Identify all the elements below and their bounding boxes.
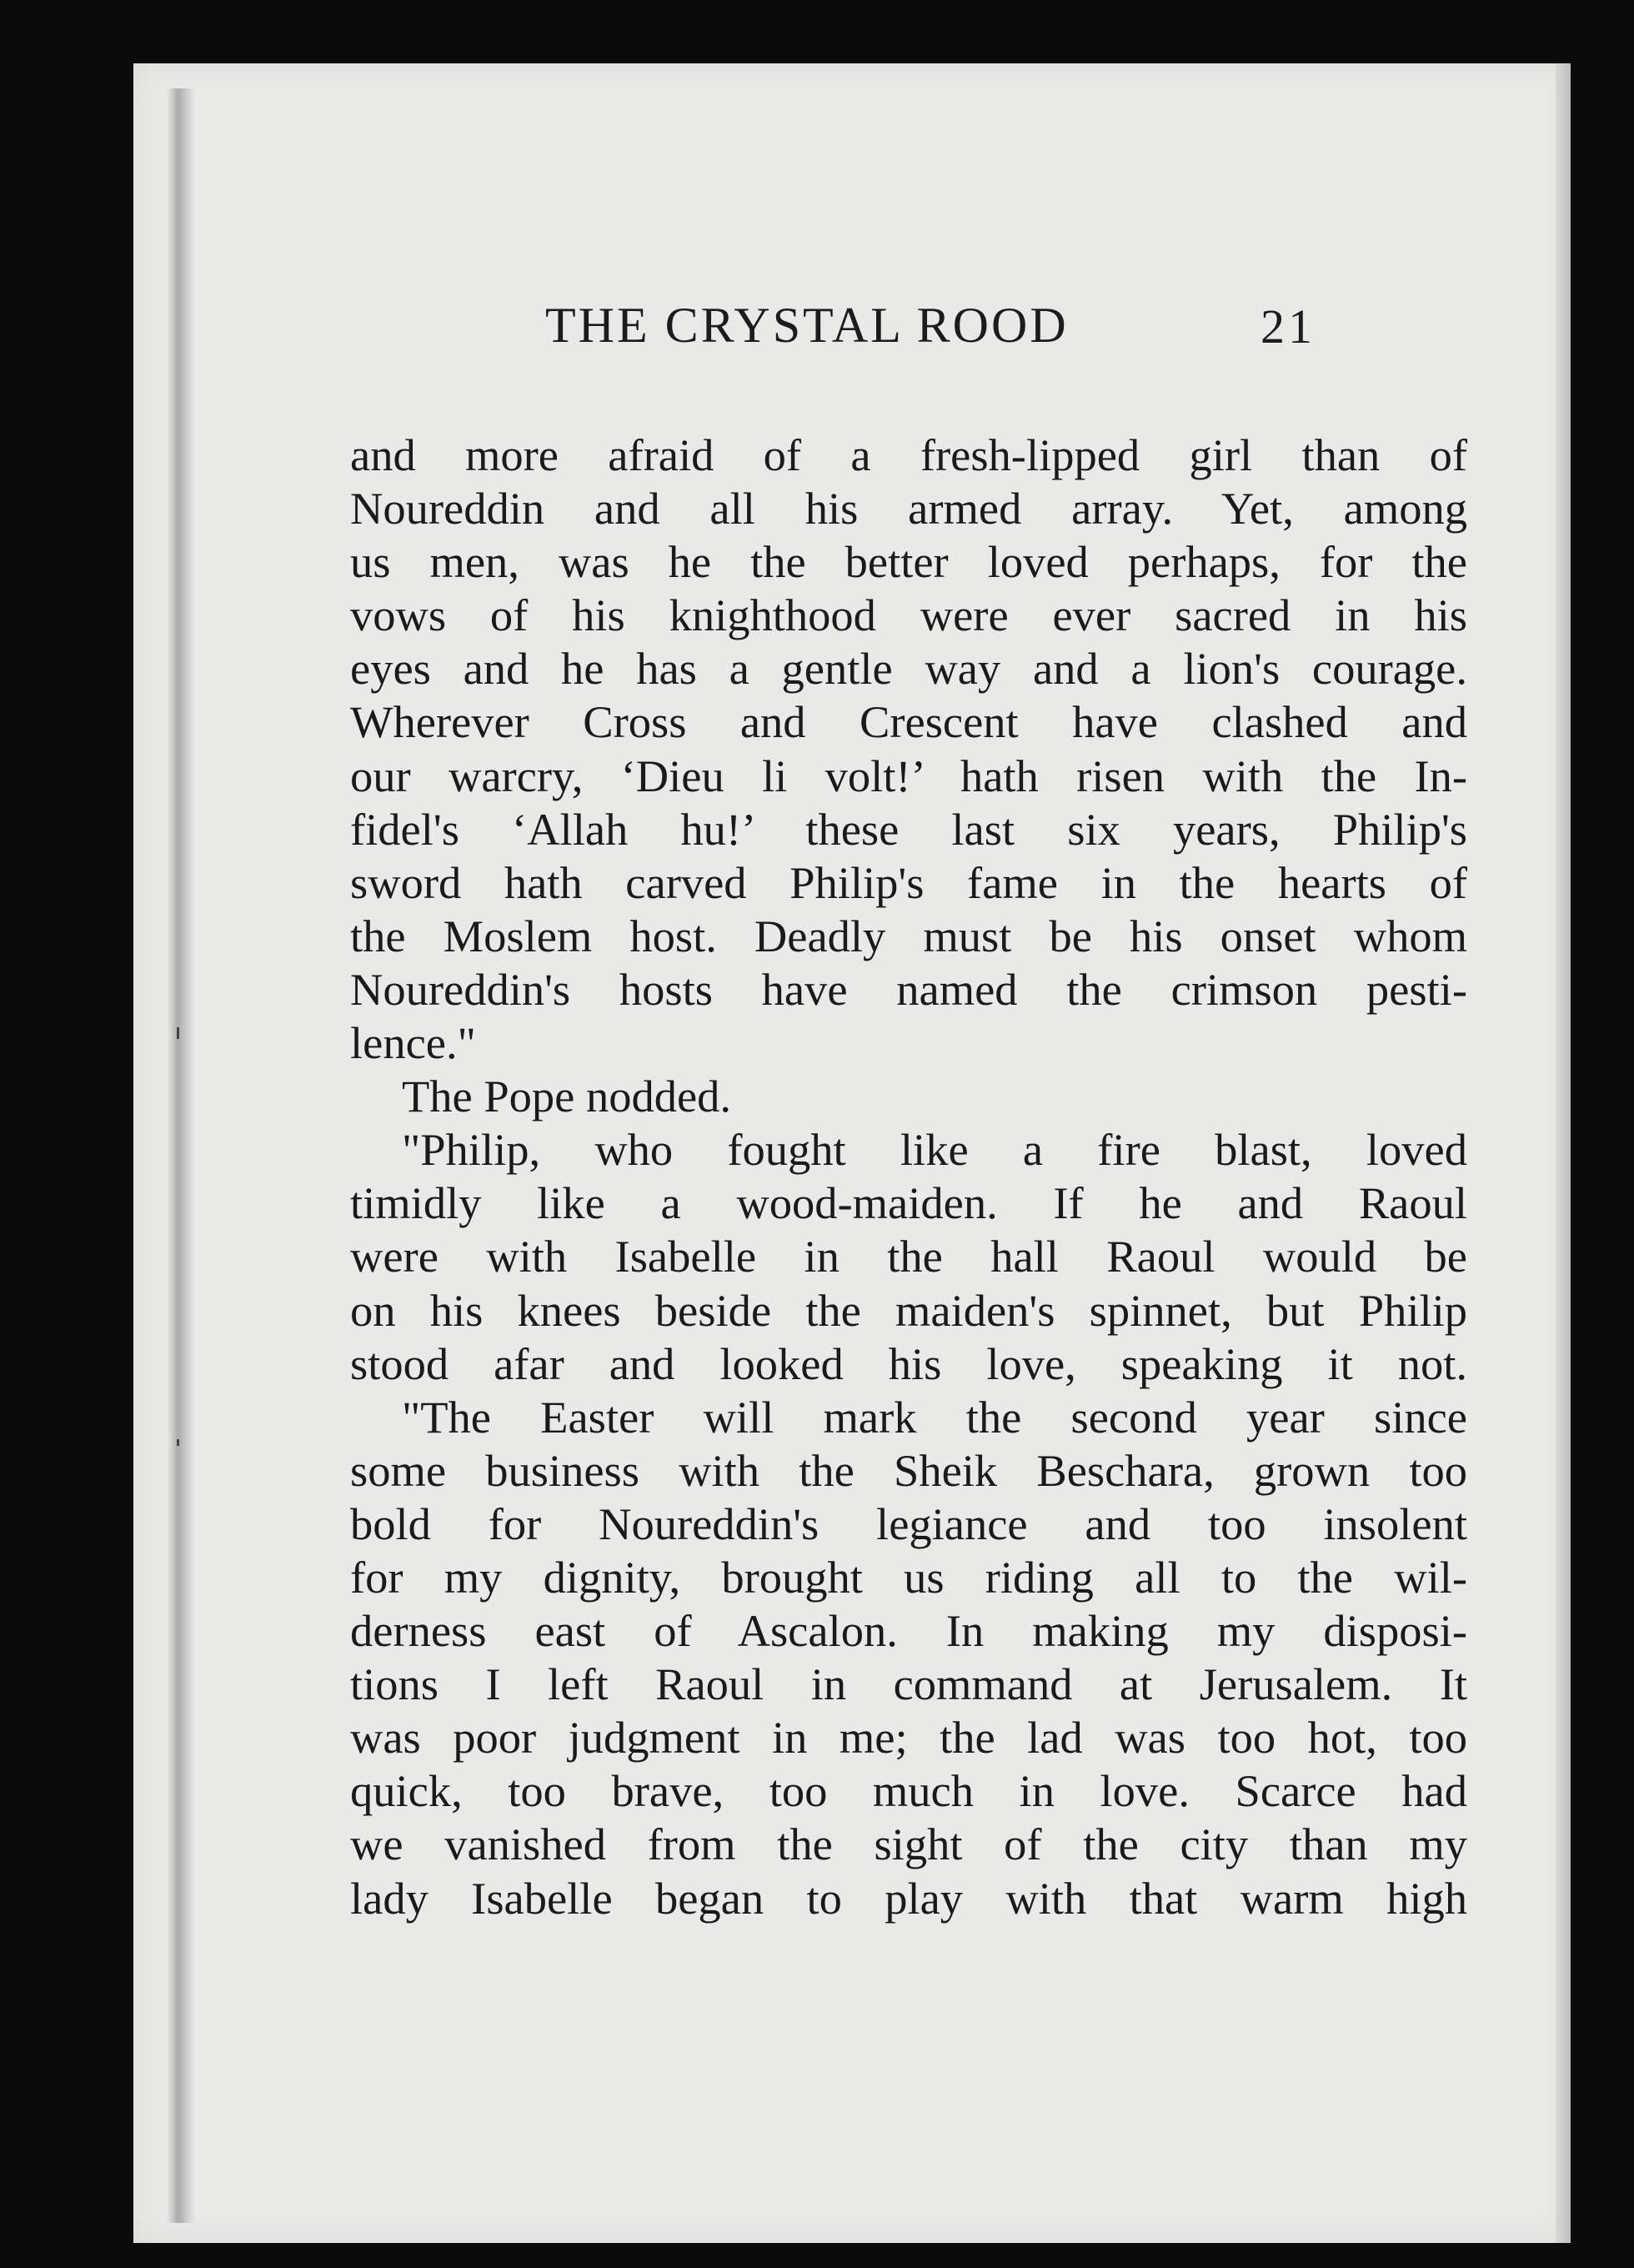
running-title: THE CRYSTAL ROOD <box>545 298 1069 353</box>
text-line: lence." <box>350 1017 476 1069</box>
text-line: quick, too brave, too much in love. Scarce had <box>350 1765 1467 1817</box>
text-line: we vanished from the sight of the city than my <box>350 1819 1467 1870</box>
text-line: The Pope nodded. <box>402 1071 732 1122</box>
page-number: 21 <box>1261 299 1316 354</box>
text-line: some business with the Sheik Beschara, grown too <box>350 1444 1467 1496</box>
text-line: tions I left Raoul in command at Jerusalem. It <box>350 1658 1467 1710</box>
text-line: the Moslem host. Deadly must be his onset whom <box>350 910 1467 961</box>
text-line: us men, was he the better loved perhaps, for the <box>350 536 1467 588</box>
text-line: stood afar and looked his love, speaking it not. <box>350 1337 1467 1389</box>
text-line: lady Isabelle began to play with that warm high <box>350 1872 1467 1924</box>
text-line: derness east of Ascalon. In making my disposi- <box>350 1605 1467 1657</box>
text-line: "Philip, who fought like a fire blast, loved <box>402 1124 1467 1176</box>
book-page <box>133 63 1571 2243</box>
text-line: Noureddin and all his armed array. Yet, among <box>350 483 1467 534</box>
text-line: sword hath carved Philip's fame in the hearts of <box>350 856 1467 908</box>
text-line: "The Easter will mark the second year since <box>402 1391 1467 1443</box>
running-head <box>133 273 1571 365</box>
text-line: fidel's ‘Allah hu!’ these last six years, Philip's <box>350 803 1467 855</box>
text-line: eyes and he has a gentle way and a lion's courage. <box>350 643 1467 695</box>
text-line: and more afraid of a fresh-lipped girl than of <box>350 429 1467 480</box>
text-line: was poor judgment in me; the lad was too hot, too <box>350 1712 1467 1764</box>
text-line: bold for Noureddin's legiance and too insolent <box>350 1498 1467 1549</box>
text-line: Wherever Cross and Crescent have clashed and <box>350 696 1467 748</box>
page-right-edge <box>1556 63 1571 2243</box>
text-line: vows of his knighthood were ever sacred in his <box>350 590 1467 641</box>
page-gutter-shadow <box>167 88 195 2223</box>
text-line: Noureddin's hosts have named the crimson pesti- <box>350 963 1467 1015</box>
body-text <box>350 429 1467 1925</box>
text-line: on his knees beside the maiden's spinnet, but Philip <box>350 1284 1467 1336</box>
text-line: for my dignity, brought us riding all to the wil- <box>350 1551 1467 1603</box>
text-line: timidly like a wood-maiden. If he and Raoul <box>350 1177 1467 1229</box>
text-line: our warcry, ‘Dieu li volt!’ hath risen with the In- <box>350 750 1467 801</box>
gutter-speck <box>177 1439 179 1446</box>
text-line: were with Isabelle in the hall Raoul would be <box>350 1231 1467 1282</box>
gutter-speck <box>177 1027 179 1039</box>
